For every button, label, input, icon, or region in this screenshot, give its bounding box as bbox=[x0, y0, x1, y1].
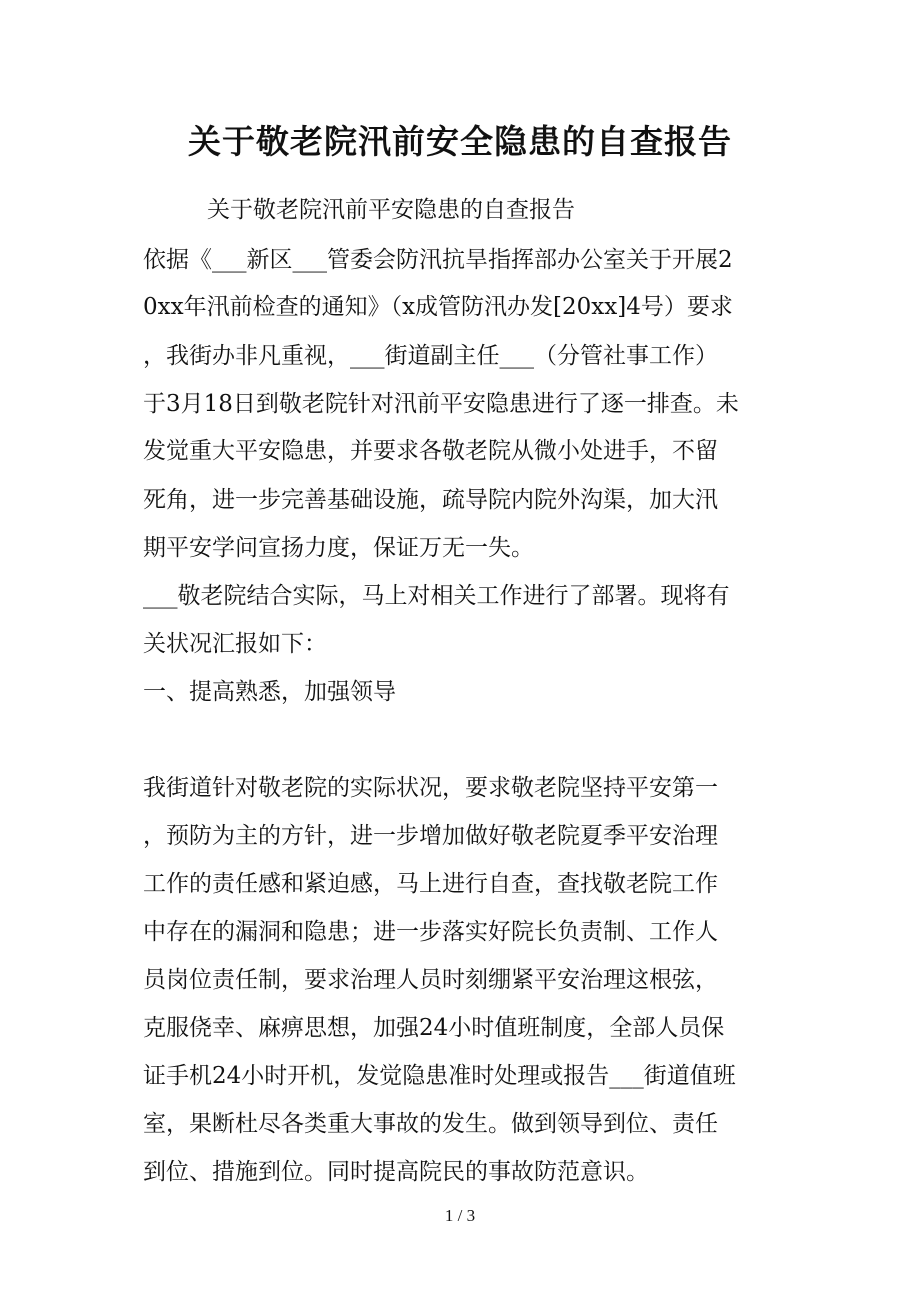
body-line: 室，果断杜尽各类重大事故的发生。做到领导到位、责任 bbox=[143, 1111, 718, 1137]
body-line: 于3月18日到敬老院针对汛前平安隐患进行了逐一排查。未 bbox=[143, 391, 739, 417]
document-subtitle: 关于敬老院汛前平安隐患的自查报告 bbox=[207, 197, 575, 223]
page-number: 1 / 3 bbox=[444, 1206, 476, 1225]
body-line: 工作的责任感和紧迫感，马上进行自查，查找敬老院工作 bbox=[143, 871, 718, 897]
body-line: ，我街办非凡重视，___街道副主任___（分管社事工作） bbox=[143, 343, 718, 369]
section-heading: 一、提高熟悉，加强领导 bbox=[143, 679, 396, 705]
document-title: 关于敬老院汛前安全隐患的自查报告 bbox=[188, 122, 732, 161]
body-line: 期平安学问宣扬力度，保证万无一失。 bbox=[143, 535, 534, 561]
body-line: 到位、措施到位。同时提高院民的事故防范意识。 bbox=[143, 1159, 649, 1185]
body-line: 死角，进一步完善基础设施，疏导院内院外沟渠，加大汛 bbox=[143, 487, 718, 513]
body-line: 中存在的漏洞和隐患；进一步落实好院长负责制、工作人 bbox=[143, 919, 718, 945]
body-line: 关状况汇报如下： bbox=[143, 631, 327, 657]
body-line: 我街道针对敬老院的实际状况，要求敬老院坚持平安第一 bbox=[143, 775, 718, 801]
body-line: ___敬老院结合实际，马上对相关工作进行了部署。现将有 bbox=[143, 583, 730, 609]
body-line: 依据《___新区___管委会防汛抗旱指挥部办公室关于开展2 bbox=[143, 247, 733, 273]
body-line: 员岗位责任制，要求治理人员时刻绷紧平安治理这根弦， bbox=[143, 967, 718, 993]
body-line: 克服侥幸、麻痹思想，加强24小时值班制度，全部人员保 bbox=[143, 1015, 725, 1041]
body-line: ，预防为主的方针，进一步增加做好敬老院夏季平安治理 bbox=[143, 823, 718, 849]
body-line: 发觉重大平安隐患，并要求各敬老院从微小处进手，不留 bbox=[143, 438, 718, 464]
body-line: 证手机24小时开机，发觉隐患准时处理或报告___街道值班 bbox=[143, 1063, 736, 1089]
body-line: 0xx年汛前检查的通知》（x成管防汛办发[20xx]4号）要求 bbox=[143, 294, 733, 320]
